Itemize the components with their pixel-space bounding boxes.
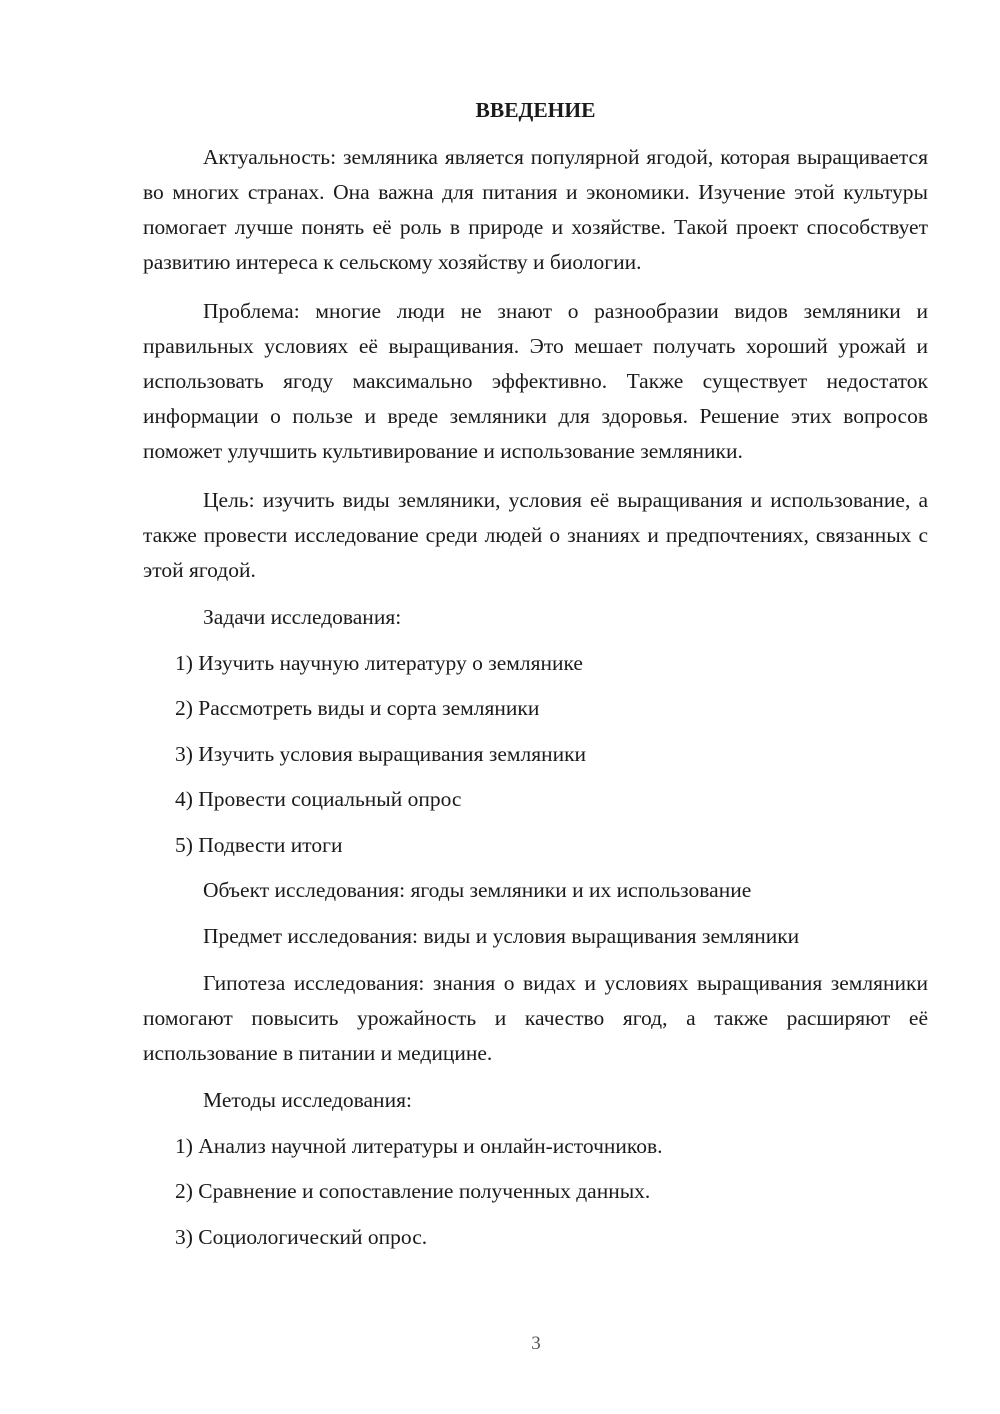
section-title: ВВЕДЕНИЕ — [475, 98, 596, 122]
problem-paragraph: Проблема: многие люди не знают о разнообразии видов земляники и правильных условиях её выращивания. Это мешает получать хороший урожай и использовать ягоду максимально эффективно. Также существует недостаток информации о пользе и вреде земляники для здоровья. Решение этих вопросов поможет улучшить культивирование и использование земляники. — [143, 299, 928, 463]
list-item: 5) Подвести итоги — [175, 832, 343, 857]
goal-paragraph: Цель: изучить виды земляники, условия её выращивания и использование, а также провести исследование среди людей о знаниях и предпочтениях, связанных с этой ягодой. — [143, 488, 928, 582]
document-page — [143, 95, 928, 1267]
methods-heading: Методы исследования: — [203, 1088, 412, 1112]
list-item: 1) Изучить научную литературу о землянике — [175, 650, 583, 675]
relevance-paragraph: Актуальность: земляника является популярной ягодой, которая выращивается во многих странах. Она важна для питания и экономики. Изучение этой культуры помогает лучше понять её роль в природе и хозяйстве. Такой проект способствует развитию интереса к сельскому хозяйству и биологии. — [143, 145, 928, 274]
list-item: 2) Сравнение и сопоставление полученных данных. — [175, 1179, 651, 1203]
list-item: 1) Анализ научной литературы и онлайн-источников. — [175, 1133, 663, 1158]
methods-list — [143, 1131, 928, 1252]
list-item: 3) Изучить условия выращивания земляники — [175, 741, 587, 766]
list-item: 4) Провести социальный опрос — [175, 787, 462, 811]
subject-line: Предмет исследования: виды и условия выращивания земляники — [203, 923, 800, 948]
tasks-heading: Задачи исследования: — [203, 605, 402, 629]
hypothesis-paragraph: Гипотеза исследования: знания о видах и условиях выращивания земляники помогают повысить урожайность и качество ягод, а также расширяют её использование в питании и медицине. — [143, 971, 928, 1065]
page-number: 3 — [531, 1333, 541, 1354]
object-line: Объект исследования: ягоды земляники и их использование — [203, 878, 752, 902]
tasks-list — [143, 648, 928, 860]
list-item: 3) Социологический опрос. — [175, 1224, 428, 1249]
list-item: 2) Рассмотреть виды и сорта земляники — [175, 696, 540, 720]
